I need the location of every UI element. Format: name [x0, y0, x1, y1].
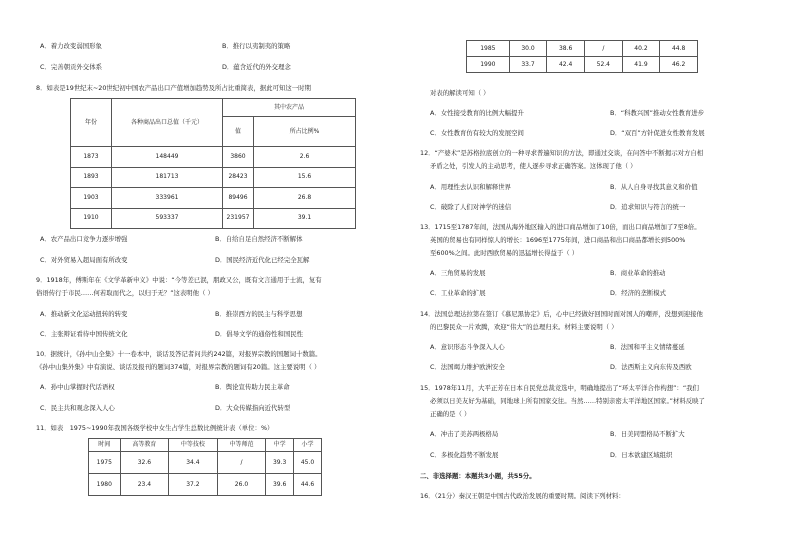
q9-stem-line2: 俗语传行于市民……何若取而代之，以归于无？”这表明他（ ）: [36, 289, 214, 297]
table-cell: 181713: [112, 167, 223, 188]
table-header: 中等技校: [169, 439, 218, 452]
q12-option-b[interactable]: B．从人自身寻找其意义和价值: [610, 183, 698, 191]
q11-option-d[interactable]: D．“双百”方针促进女性教育发展: [610, 129, 705, 137]
q14-option-b[interactable]: B．法国和平主义情绪蔓延: [610, 343, 685, 351]
q8-header-total: 各种商品出口总值（千元）: [112, 99, 223, 147]
q11-ask: 对表的解读可知（ ）: [430, 89, 490, 97]
q9-stem-line1: 9．1918年，傅斯年在《文学革新申义》中说：“今等差已泯，朋政又公，既有文言通用于士流，复有: [36, 276, 322, 284]
q11-table: [88, 438, 322, 496]
q11-stem: 11．如表 1975~1990年我国各级学校中女生占学生总数比例统计表（单位：%）: [36, 424, 274, 432]
q13-option-c[interactable]: C．工业革命的扩展: [430, 289, 486, 297]
q10-option-a[interactable]: A．孙中山掌握时代话语权: [40, 383, 115, 391]
q8-table: [70, 98, 356, 229]
q7-option-a[interactable]: A．着力改变弱国形象: [40, 42, 102, 50]
table-row: [71, 208, 356, 229]
q10-stem-line1: 10．据统计，《孙中山全集》十一卷本中，谈话及答记者问共约242篇，对报界宗教的国题词十数篇。: [36, 350, 322, 358]
section-2-heading: 二、非选择题：本题共3小题，共55分。: [420, 472, 536, 480]
table-cell: 33.7: [509, 57, 547, 73]
q13-stem-line3: 至600%之间。此时西欧贸易的迅猛增长得益于（ ）: [430, 249, 579, 257]
table-cell: 1893: [71, 167, 112, 188]
q8-stem: 8．如表是19世纪末~20世纪初中国农产品出口产值增加趋势及所占比重简表，据此可知这一时期: [36, 84, 311, 92]
table-header: 中学: [266, 439, 294, 452]
table-header: 中等师范: [217, 439, 266, 452]
q15-option-a[interactable]: A．冲击了美苏两极格局: [430, 430, 499, 438]
table-row: [71, 188, 356, 209]
table-cell: 45.0: [294, 452, 322, 474]
table-cell: 26.0: [217, 474, 266, 496]
q16-stem: 16．（21分）秦汉王朝是中国古代政治发展的重要时期。阅读下列材料：: [420, 492, 625, 500]
q13-option-a[interactable]: A．三角贸易的发展: [430, 269, 486, 277]
table-cell: 231957: [223, 208, 254, 229]
q12-option-a[interactable]: A．用理性去认识和解释世界: [430, 183, 512, 191]
q11-option-b[interactable]: B．“科教兴国”推动女性教育进步: [610, 109, 705, 117]
table-cell: /: [585, 41, 623, 57]
q15-option-d[interactable]: D．日本欲建区域组织: [610, 451, 673, 459]
q13-stem-line2: 英国的贸易也有同样惊人的增长：1696至1775年间，进口商品和出口商品都增长到500%: [430, 236, 686, 244]
table-cell: 1873: [71, 147, 112, 168]
q14-option-c[interactable]: C．法国竭力维护欧洲安全: [430, 363, 505, 371]
table-row: [467, 41, 698, 57]
table-cell: 28423: [223, 167, 254, 188]
table-row: [467, 57, 698, 73]
table-cell: 1980: [89, 474, 121, 496]
q13-option-d[interactable]: D．经济的垄断模式: [610, 289, 667, 297]
q12-stem-line1: 12．“产婆术”是苏格拉底创立的一种寻求普遍知识的方法，即通过交谈，在问答中不断揭示对方自相: [420, 149, 704, 157]
table-cell: 46.2: [660, 57, 698, 73]
q8-header-pct: 所占比例%: [254, 117, 356, 147]
table-header: 时间: [89, 439, 121, 452]
table-cell: 34.4: [169, 452, 218, 474]
table-cell: 1975: [89, 452, 121, 474]
q8-header-value: 值: [223, 117, 254, 147]
table-cell: 39.1: [254, 208, 356, 229]
table-cell: 1985: [467, 41, 510, 57]
q7-option-b[interactable]: B．推行以夷制夷的策略: [222, 42, 291, 50]
q8-option-b[interactable]: B．自给自足自然经济不断解体: [215, 235, 303, 243]
table-cell: /: [217, 452, 266, 474]
table-cell: 333961: [112, 188, 223, 209]
table-cell: 40.2: [622, 41, 660, 57]
table-row: [89, 452, 322, 474]
table-cell: 593337: [112, 208, 223, 229]
q14-option-a[interactable]: A．意识形态斗争深入人心: [430, 343, 505, 351]
q15-stem-line3: 正确的是（ ）: [430, 410, 471, 418]
q8-option-a[interactable]: A．农产品出口竞争力逐步增强: [40, 235, 128, 243]
table-cell: 39.3: [266, 452, 294, 474]
q15-stem-line2: 必须以日美友好为基础，同地球上所有国家交往。当然……特别亲密太平洋地区国家。”材料反映了: [430, 397, 705, 405]
q13-stem-line1: 13．1715至1787年间，法国从海外地区输入的进口商品增加了10倍，而出口商品增加了7至8倍。: [420, 223, 701, 231]
table-cell: 41.9: [622, 57, 660, 73]
table-cell: 3860: [223, 147, 254, 168]
table-cell: 32.6: [120, 452, 169, 474]
q7-option-c[interactable]: C．完善朝贡外交体系: [40, 63, 102, 71]
q11-option-a[interactable]: A．女性接受教育的比例大幅提升: [430, 109, 524, 117]
table-cell: 37.2: [169, 474, 218, 496]
table-cell: 52.4: [585, 57, 623, 73]
q11-table-continued: [466, 40, 698, 73]
q12-stem-line2: 矛盾之处，引发人的主动思考，使人逐步寻求正确答案。这体现了他（ ）: [430, 162, 637, 170]
table-cell: 44.6: [294, 474, 322, 496]
q10-option-d[interactable]: D．大众传媒指向近代转型: [215, 404, 291, 412]
table-header-row: [89, 439, 322, 452]
q13-option-b[interactable]: B．商业革命的推动: [610, 269, 666, 277]
table-cell: 2.6: [254, 147, 356, 168]
table-cell: 38.6: [547, 41, 585, 57]
table-row: [71, 147, 356, 168]
q8-option-d[interactable]: D．国民经济近代化已经完全瓦解: [215, 256, 310, 264]
table-cell: 1910: [71, 208, 112, 229]
q8-header-farm: 其中农产品: [223, 99, 356, 117]
table-header: 高等教育: [120, 439, 169, 452]
table-cell: 39.6: [266, 474, 294, 496]
table-cell: 26.8: [254, 188, 356, 209]
q12-option-d[interactable]: D．追求知识与符言的统一: [610, 203, 686, 211]
q15-stem-line1: 15．1978年11月，大平正芳在日本自民党总裁竞选中，明确地提出了“环太平洋合作构想”：“我们: [420, 384, 699, 392]
table-cell: 15.6: [254, 167, 356, 188]
table-cell: 42.4: [547, 57, 585, 73]
q9-option-b[interactable]: B．推崇西方的民主与科学思想: [215, 310, 303, 318]
q8-header-year: 年份: [71, 99, 112, 147]
table-cell: 148449: [112, 147, 223, 168]
q9-option-c[interactable]: C．主张辩证看待中国传统文化: [40, 330, 128, 338]
q10-option-b[interactable]: B．舆论宣传助力民主革命: [215, 383, 290, 391]
table-cell: 1903: [71, 188, 112, 209]
q14-option-d[interactable]: D．法西斯主义向东传及西欧: [610, 363, 692, 371]
q9-option-d[interactable]: D．倡导文学的通俗性和国民性: [215, 330, 303, 338]
q14-stem-line2: 的巴黎民众一片欢腾，欢迎“伟大”的总理归来。材料主要说明（ ）: [430, 323, 618, 331]
q15-option-b[interactable]: B．日美同盟格局不断扩大: [610, 430, 685, 438]
q10-stem-line2: 《孙中山集外集》中有演说、谈话及报刊的题词374篇，对报界宗教的题词有20篇。这主要说明（ ）: [36, 363, 321, 371]
q11-option-c[interactable]: C．女性教育仿有较大的发展空间: [430, 129, 524, 137]
q7-option-d[interactable]: D．蕴含近代的外交理念: [222, 63, 291, 71]
table-header: 小学: [294, 439, 322, 452]
table-row: [89, 474, 322, 496]
q8-option-c[interactable]: C．对外贸易入超局面有所改变: [40, 256, 128, 264]
table-cell: 89496: [223, 188, 254, 209]
q12-option-c[interactable]: C．破除了人们对神学的迷信: [430, 203, 512, 211]
table-cell: 1990: [467, 57, 510, 73]
table-cell: 23.4: [120, 474, 169, 496]
q14-stem-line1: 14．法国总理达拉第在签订《慕尼黑协定》后，心中已经做好回国时面对国人的嘲弄，没想到迎接他: [420, 310, 703, 318]
q10-option-c[interactable]: C．民主共和观念深入人心: [40, 404, 115, 412]
table-cell: 30.0: [509, 41, 547, 57]
q15-option-c[interactable]: C．多极化趋势不断发展: [430, 451, 499, 459]
q9-option-a[interactable]: A．推动新文化运动扭转的转变: [40, 310, 128, 318]
table-cell: 44.8: [660, 41, 698, 57]
table-row: [71, 167, 356, 188]
